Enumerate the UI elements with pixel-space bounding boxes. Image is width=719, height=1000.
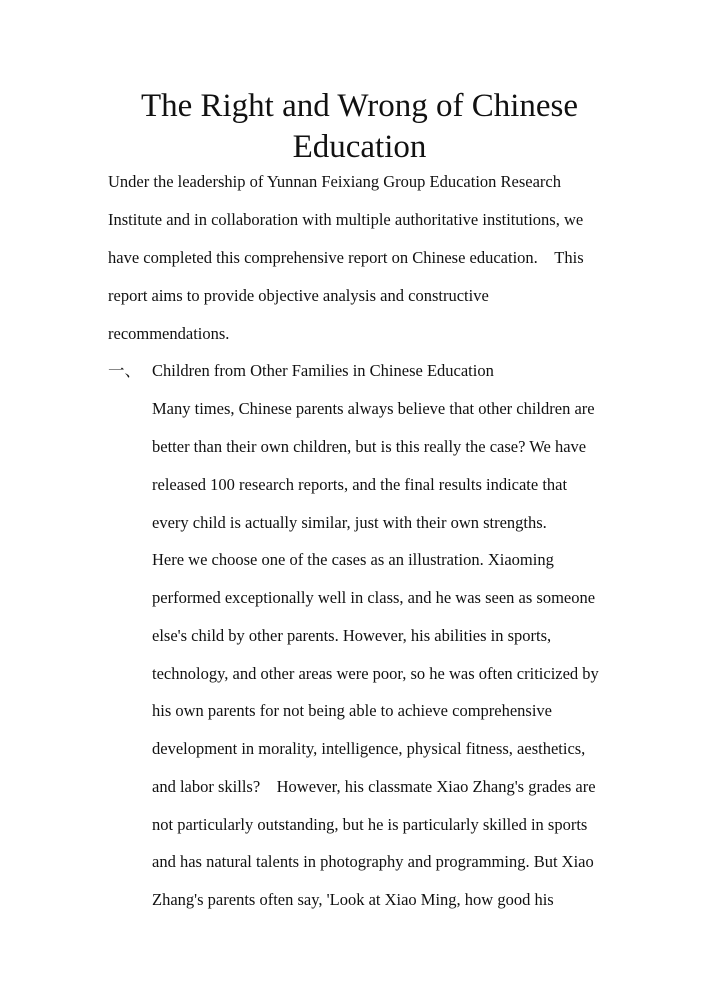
body-line: better than their own children, but is this really the case? We have xyxy=(152,437,587,456)
document-title xyxy=(0,86,719,168)
body-line: Zhang's parents often say, 'Look at Xiao Ming, how good his xyxy=(152,890,554,909)
section-heading: Children from Other Families in Chinese Education xyxy=(152,361,494,380)
body-line: every child is actually similar, just with their own strengths. xyxy=(152,513,547,532)
intro-line: have completed this comprehensive report on Chinese education. This xyxy=(108,248,584,267)
section-marker: 一、 xyxy=(108,361,141,380)
body-line: else's child by other parents. However, his abilities in sports, xyxy=(152,626,552,645)
body-line: not particularly outstanding, but he is particularly skilled in sports xyxy=(152,815,588,834)
intro-line: Institute and in collaboration with multiple authoritative institutions, we xyxy=(108,210,584,229)
body-line: Many times, Chinese parents always believe that other children are xyxy=(152,399,595,418)
body-line: performed exceptionally well in class, and he was seen as someone xyxy=(152,588,596,607)
body-line: development in morality, intelligence, physical fitness, aesthetics, xyxy=(152,739,586,758)
body-line: Here we choose one of the cases as an illustration. Xiaoming xyxy=(152,550,554,569)
title-line-2: Education xyxy=(292,129,427,165)
body-line: and labor skills? However, his classmate Xiao Zhang's grades are xyxy=(152,777,596,796)
intro-line: Under the leadership of Yunnan Feixiang Group Education Research xyxy=(108,172,562,191)
body-line: and has natural talents in photography and programming. But Xiao xyxy=(152,852,594,871)
body-line: technology, and other areas were poor, so he was often criticized by xyxy=(152,664,599,683)
title-line-1: The Right and Wrong of Chinese xyxy=(140,88,579,124)
body-line: released 100 research reports, and the final results indicate that xyxy=(152,475,568,494)
body-line: his own parents for not being able to achieve comprehensive xyxy=(152,701,552,720)
intro-line: report aims to provide objective analysis and constructive xyxy=(108,286,489,305)
intro-line: recommendations. xyxy=(108,324,230,343)
